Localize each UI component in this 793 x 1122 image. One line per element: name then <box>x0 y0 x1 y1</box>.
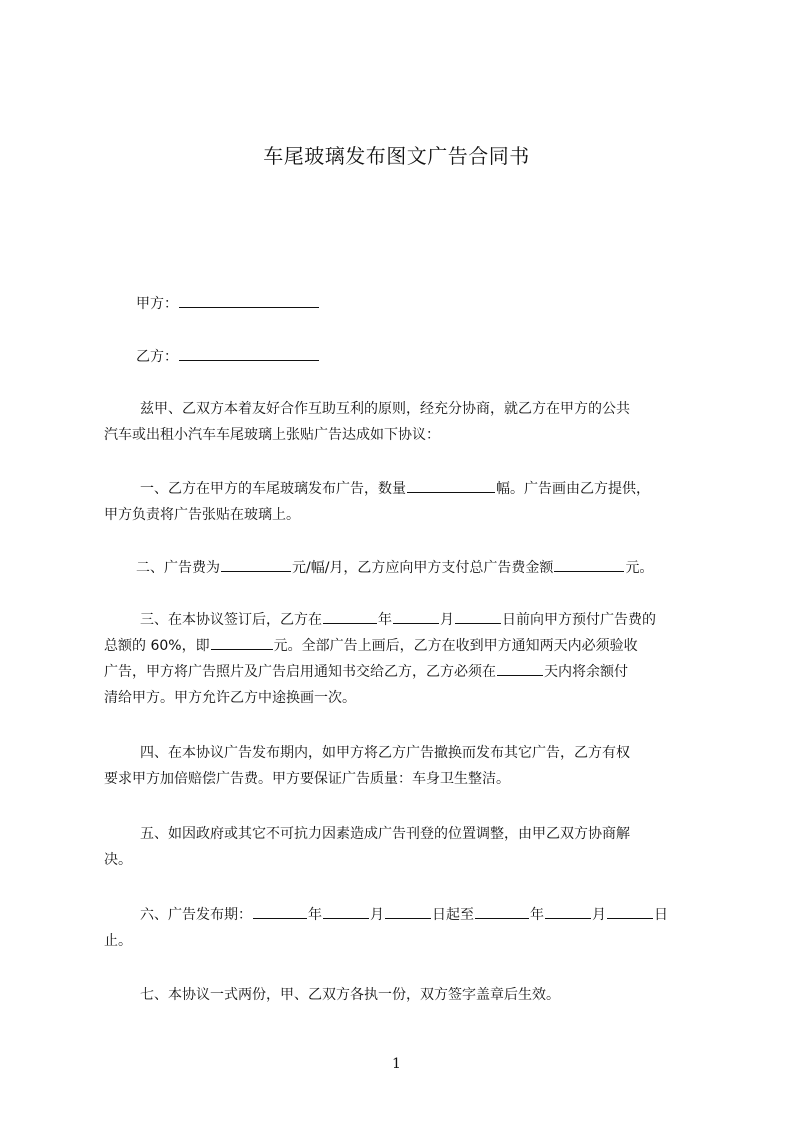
party-a-label: 甲方： <box>136 296 178 312</box>
clause-6-label: 六、广告发布期： <box>140 907 252 923</box>
prepay-month-blank <box>393 608 439 624</box>
end-year-blank <box>475 903 529 919</box>
end-day-blank <box>607 903 653 919</box>
intro-line-1: 兹甲、乙双方本着友好合作互助互利的原则，经充分协商，就乙方在甲方的公共 <box>140 401 630 417</box>
clause-6-line-1 <box>104 902 704 928</box>
clause-3-text-d: 元。全部广告上画后，乙方在收到甲方通知两天内必须验收 <box>273 638 638 654</box>
prepay-amount-blank <box>211 634 273 650</box>
clause-3-year: 年 <box>378 612 392 628</box>
fee-per-month-blank <box>221 556 291 572</box>
clause-1-line-1 <box>104 476 704 502</box>
prepay-year-blank <box>323 608 377 624</box>
clause-1-text-b: 幅。广告画由乙方提供， <box>496 481 650 497</box>
party-a-line <box>104 292 704 313</box>
quantity-blank <box>407 477 495 493</box>
start-day-blank <box>385 903 431 919</box>
clause-1-text-a: 一、乙方在甲方的车尾玻璃发布广告，数量 <box>140 481 406 497</box>
clause-6-month-1: 月 <box>370 907 384 923</box>
balance-days-blank <box>497 660 543 676</box>
total-fee-blank <box>554 556 624 572</box>
clause-5-line-2: 决。 <box>104 852 132 868</box>
clause-3-text-f: 天内将余额付 <box>544 664 628 680</box>
prepay-day-blank <box>455 608 501 624</box>
clause-7-line-1: 七、本协议一式两份，甲、乙双方各执一份，双方签字盖章后生效。 <box>140 987 560 1003</box>
clause-3-text-a: 三、在本协议签订后，乙方在 <box>140 612 322 628</box>
clause-1-line-2: 甲方负责将广告张贴在玻璃上。 <box>104 507 300 523</box>
clause-3-text-c: 总额的 60%，即 <box>104 638 210 654</box>
clause-5-line-1: 五、如因政府或其它不可抗力因素造成广告刊登的位置调整，由甲乙双方协商解 <box>140 826 630 842</box>
intro-paragraph <box>104 396 704 448</box>
clause-7 <box>104 982 704 1008</box>
clause-3-month: 月 <box>440 612 454 628</box>
party-a-blank <box>179 292 319 308</box>
clause-2-text-b: 元/幅/月，乙方应向甲方支付总广告费金额 <box>292 560 554 576</box>
clause-3-line-2 <box>104 633 704 659</box>
clause-3-line-3 <box>104 659 704 685</box>
clause-3-line-4: 清给甲方。甲方允许乙方中途换画一次。 <box>104 690 356 706</box>
clause-3-text-b: 日前向甲方预付广告费的 <box>502 612 656 628</box>
party-b-blank <box>179 345 319 361</box>
document-title: 车尾玻璃发布图文广告合同书 <box>263 144 530 168</box>
party-b-label: 乙方： <box>136 349 178 365</box>
clause-4 <box>104 740 704 792</box>
clause-4-line-1: 四、在本协议广告发布期内，如甲方将乙方广告撤换而发布其它广告，乙方有权 <box>140 745 630 761</box>
clause-2-text-c: 元。 <box>625 560 654 576</box>
clause-3-line-1 <box>104 607 704 633</box>
clause-6-day-2: 日 <box>654 907 668 923</box>
page-number: 1 <box>392 1056 401 1072</box>
end-month-blank <box>545 903 591 919</box>
clause-2-text-a: 二、广告费为 <box>136 560 220 576</box>
clause-5 <box>104 821 704 873</box>
clause-6-month-2: 月 <box>592 907 606 923</box>
clause-3 <box>104 607 704 711</box>
clause-2 <box>104 555 704 581</box>
intro-line-2: 汽车或出租小汽车车尾玻璃上张贴广告达成如下协议： <box>104 427 440 443</box>
clause-6-line-2: 止。 <box>104 933 132 949</box>
clause-6-day-1: 日起至 <box>432 907 474 923</box>
clause-4-line-2: 要求甲方加倍赔偿广告费。甲方要保证广告质量：车身卫生整洁。 <box>104 771 510 787</box>
clause-3-text-e: 广告，甲方将广告照片及广告启用通知书交给乙方，乙方必须在 <box>104 664 496 680</box>
clause-6 <box>104 902 704 954</box>
clause-1 <box>104 476 704 528</box>
clause-6-year-1: 年 <box>308 907 322 923</box>
clause-2-line-1 <box>104 555 704 581</box>
party-b-line <box>104 345 704 366</box>
start-month-blank <box>323 903 369 919</box>
start-year-blank <box>253 903 307 919</box>
clause-6-year-2: 年 <box>530 907 544 923</box>
